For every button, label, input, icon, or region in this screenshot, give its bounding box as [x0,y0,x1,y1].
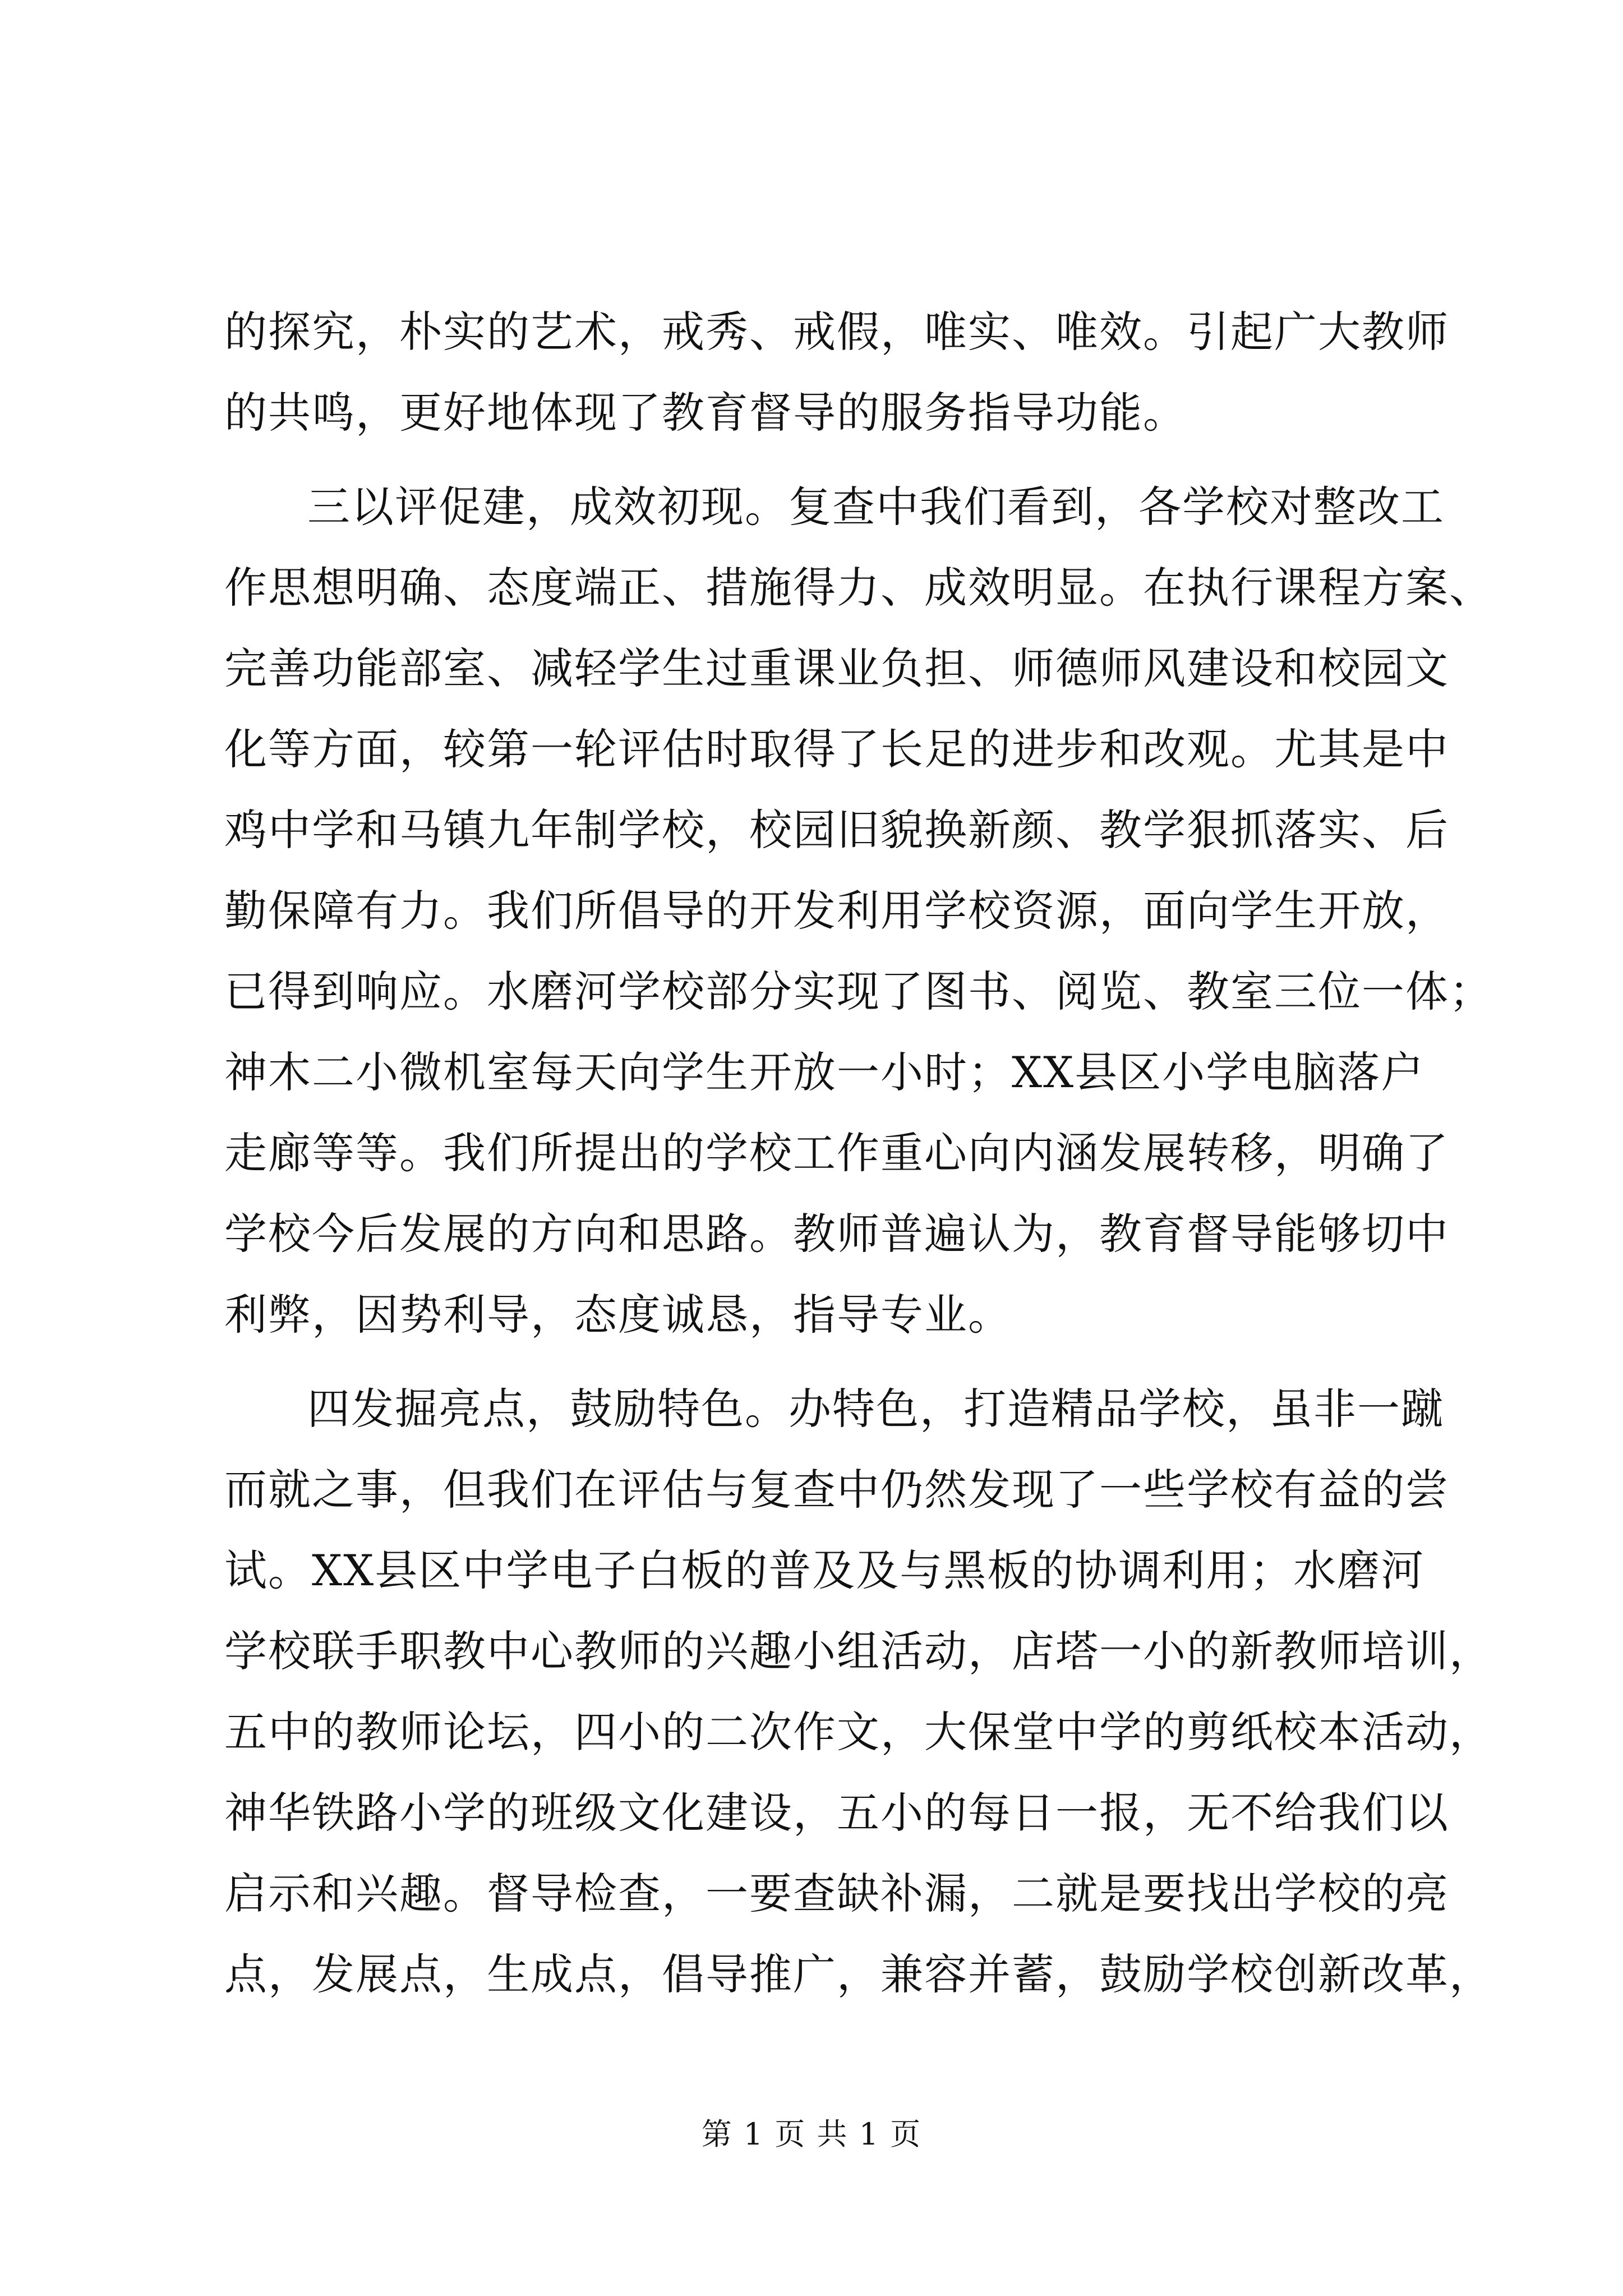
paragraph-line: 走廊等等。我们所提出的学校工作重心向内涵发展转移，明确了 [224,1128,1449,1178]
document-body [224,292,1493,2015]
paragraph-line: 完善功能部室、减轻学生过重课业负担、师德师风建设和校园文 [224,643,1449,693]
paragraph-line: 学校联手职教中心教师的兴趣小组活动，店塔一小的新教师培训， [224,1626,1493,1676]
paragraph-line: 四发掘亮点，鼓励特色。办特色，打造精品学校，虽非一蹴 [307,1384,1445,1434]
paragraph-line: 化等方面，较第一轮评估时取得了长足的进步和改观。尤其是中 [224,724,1449,774]
paragraph-line: 五中的教师论坛，四小的二次作文，大保堂中学的剪纸校本活动， [224,1707,1493,1757]
paragraph-line: 学校今后发展的方向和思路。教师普遍认为，教育督导能够切中 [224,1209,1449,1259]
paragraph-line: 鸡中学和马镇九年制学校，校园旧貌换新颜、教学狠抓落实、后 [224,805,1449,855]
paragraph-line: 神木二小微机室每天向学生开放一小时；XX县区小学电脑落户 [224,1047,1425,1097]
paragraph-line: 试。XX县区中学电子白板的普及及与黑板的协调利用；水磨河 [224,1545,1425,1595]
paragraph-line: 的共鸣，更好地体现了教育督导的服务指导功能。 [224,388,1187,438]
paragraph-line: 神华铁路小学的班级文化建设，五小的每日一报，无不给我们以 [224,1788,1449,1838]
paragraph-line: 三以评促建，成效初现。复查中我们看到，各学校对整改工 [307,482,1445,532]
paragraph-line: 而就之事，但我们在评估与复查中仍然发现了一些学校有益的尝 [224,1465,1449,1515]
paragraph-line: 作思想明确、态度端正、措施得力、成效明显。在执行课程方案、 [224,563,1493,613]
page-number-footer: 第 1 页 共 1 页 [701,2116,922,2152]
paragraph-line: 已得到响应。水磨河学校部分实现了图书、阅览、教室三位一体； [224,967,1493,1016]
paragraph-line: 的探究，朴实的艺术，戒秀、戒假，唯实、唯效。引起广大教师 [224,307,1449,357]
paragraph-line: 利弊，因势利导，态度诚恳，指导专业。 [224,1290,1012,1340]
paragraph-line: 启示和兴趣。督导检查，一要查缺补漏，二就是要找出学校的亮 [224,1869,1449,1918]
paragraph-line: 点，发展点，生成点，倡导推广，兼容并蓄，鼓励学校创新改革， [224,1949,1493,1999]
paragraph-line: 勤保障有力。我们所倡导的开发利用学校资源，面向学生开放， [224,886,1449,936]
